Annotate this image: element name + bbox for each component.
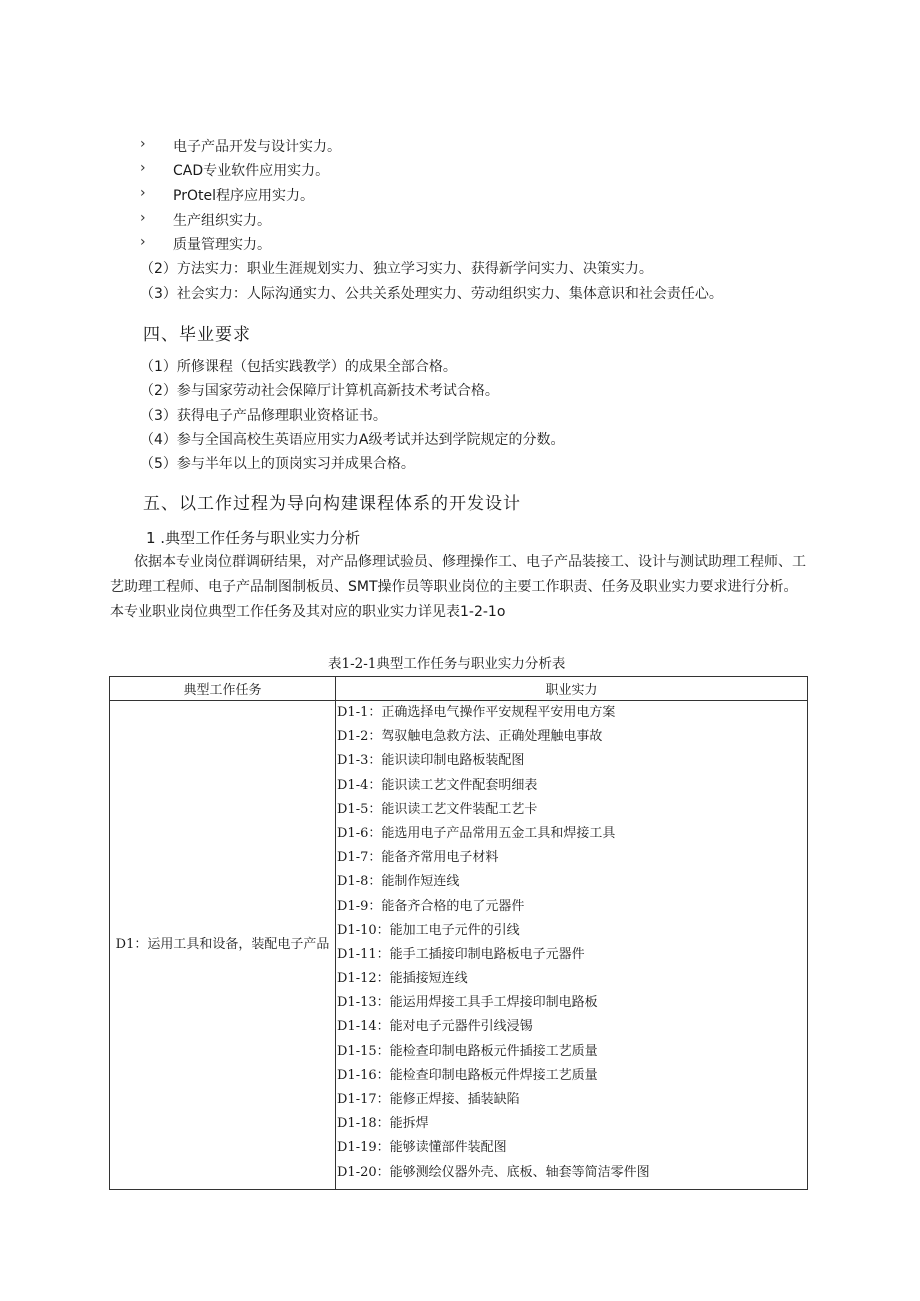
task-cell: D1：运用工具和设备，装配电子产品 (110, 701, 336, 1190)
skill-item: D1-14：能对电子元器件引线浸锡 (337, 1019, 533, 1035)
table-row (110, 701, 808, 1190)
chevron-right-icon: › (140, 185, 146, 201)
skill-item: D1-5：能识读工艺文件装配工艺卡 (337, 801, 538, 817)
skill-item: D1-17：能修正焊接、插装缺陷 (337, 1092, 520, 1107)
skill-item: D1-10：能加工电子元件的引线 (337, 922, 520, 938)
skill-item: D1-6：能选用电子产品常用五金工具和焊接工具 (337, 825, 616, 841)
requirement-item: （2）参与国家劳动社会保障厅计算机高新技术考试合格。 (140, 383, 499, 399)
table-caption: 表1-2-1典型工作任务与职业实力分析表 (328, 656, 566, 672)
section-4-title: 四、毕业要求 (143, 325, 251, 345)
section-5-subtitle: 1 .典型工作任务与职业实力分析 (146, 529, 361, 547)
table-header-row (110, 677, 808, 701)
header-skill: 职业实力 (336, 677, 808, 701)
section-5-title: 五、以工作过程为导向构建课程体系的开发设计 (143, 494, 521, 514)
skill-item: D1-19：能够读懂部件装配图 (337, 1140, 507, 1156)
bullet-text: 生产组织实力。 (173, 213, 271, 229)
requirement-item: （4）参与全国高校生英语应用实力A级考试并达到学院规定的分数。 (140, 432, 565, 448)
method-ability: （2）方法实力：职业生涯规划实力、独立学习实力、获得新学问实力、决策实力。 (140, 261, 653, 277)
skill-item: D1-18：能拆焊 (337, 1116, 429, 1132)
chevron-right-icon: › (140, 210, 146, 226)
header-task: 典型工作任务 (110, 677, 336, 701)
skill-item: D1-20：能够测绘仪器外壳、底板、轴套等简洁零件图 (337, 1164, 650, 1180)
bullet-text: 质量管理实力。 (173, 237, 271, 253)
skill-item: D1-11：能手工插接印制电路板电子元器件 (337, 946, 585, 962)
skill-item: D1-9：能备齐合格的电了元器件 (337, 898, 525, 914)
bullet-text: CAD专业软件应用实力。 (173, 163, 330, 179)
skill-item: D1-4：能识读工艺文件配套明细表 (337, 777, 538, 793)
chevron-right-icon: › (140, 160, 146, 176)
skill-item: D1-3：能识读印制电路板装配图 (337, 753, 525, 769)
skill-item: D1-1：正确选择电气操作平安规程平安用电方案 (337, 705, 616, 720)
skill-item: D1-15：能检查印制电路板元件插接工艺质量 (337, 1043, 598, 1059)
requirement-item: （5）参与半年以上的顶岗实习并成果合格。 (140, 456, 415, 472)
skill-item: D1-13：能运用焊接工具手工焊接印制电路板 (337, 995, 598, 1011)
section-5-paragraph: 依据本专业岗位群调研结果，对产品修理试验员、修理操作工、电子产品装接工、设计与测试助理工程师、工艺助理工程师、电子产品制图制板员、SMT操作员等职业岗位的主要工作职责、任务及职业实力要求进行分析。本专业职业岗位典型工作任务及其对应的职业实力详见表1-2-1o (110, 554, 806, 620)
skills-cell (336, 701, 808, 1190)
skill-item: D1-2：驾驭触电急救方法、正确处理触电事故 (337, 729, 603, 745)
bullet-text: 电子产品开发与设计实力。 (173, 139, 341, 155)
skill-item: D1-7：能备齐常用电子材料 (337, 850, 499, 866)
requirement-item: （3）获得电子产品修理职业资格证书。 (140, 408, 387, 424)
chevron-right-icon: › (140, 136, 146, 152)
social-ability: （3）社会实力：人际沟通实力、公共关系处理实力、劳动组织实力、集体意识和社会责任心。 (140, 286, 723, 302)
analysis-table (109, 676, 808, 1190)
requirement-item: （1）所修课程（包括实践教学）的成果全部合格。 (140, 359, 457, 375)
bullet-text: PrOtel程序应用实力。 (173, 188, 314, 204)
skill-item: D1-12：能插接短连线 (337, 971, 468, 987)
skill-item: D1-16：能检查印制电路板元件焊接工艺质量 (337, 1067, 598, 1083)
chevron-right-icon: › (140, 234, 146, 250)
skill-item: D1-8：能制作短连线 (337, 874, 460, 890)
